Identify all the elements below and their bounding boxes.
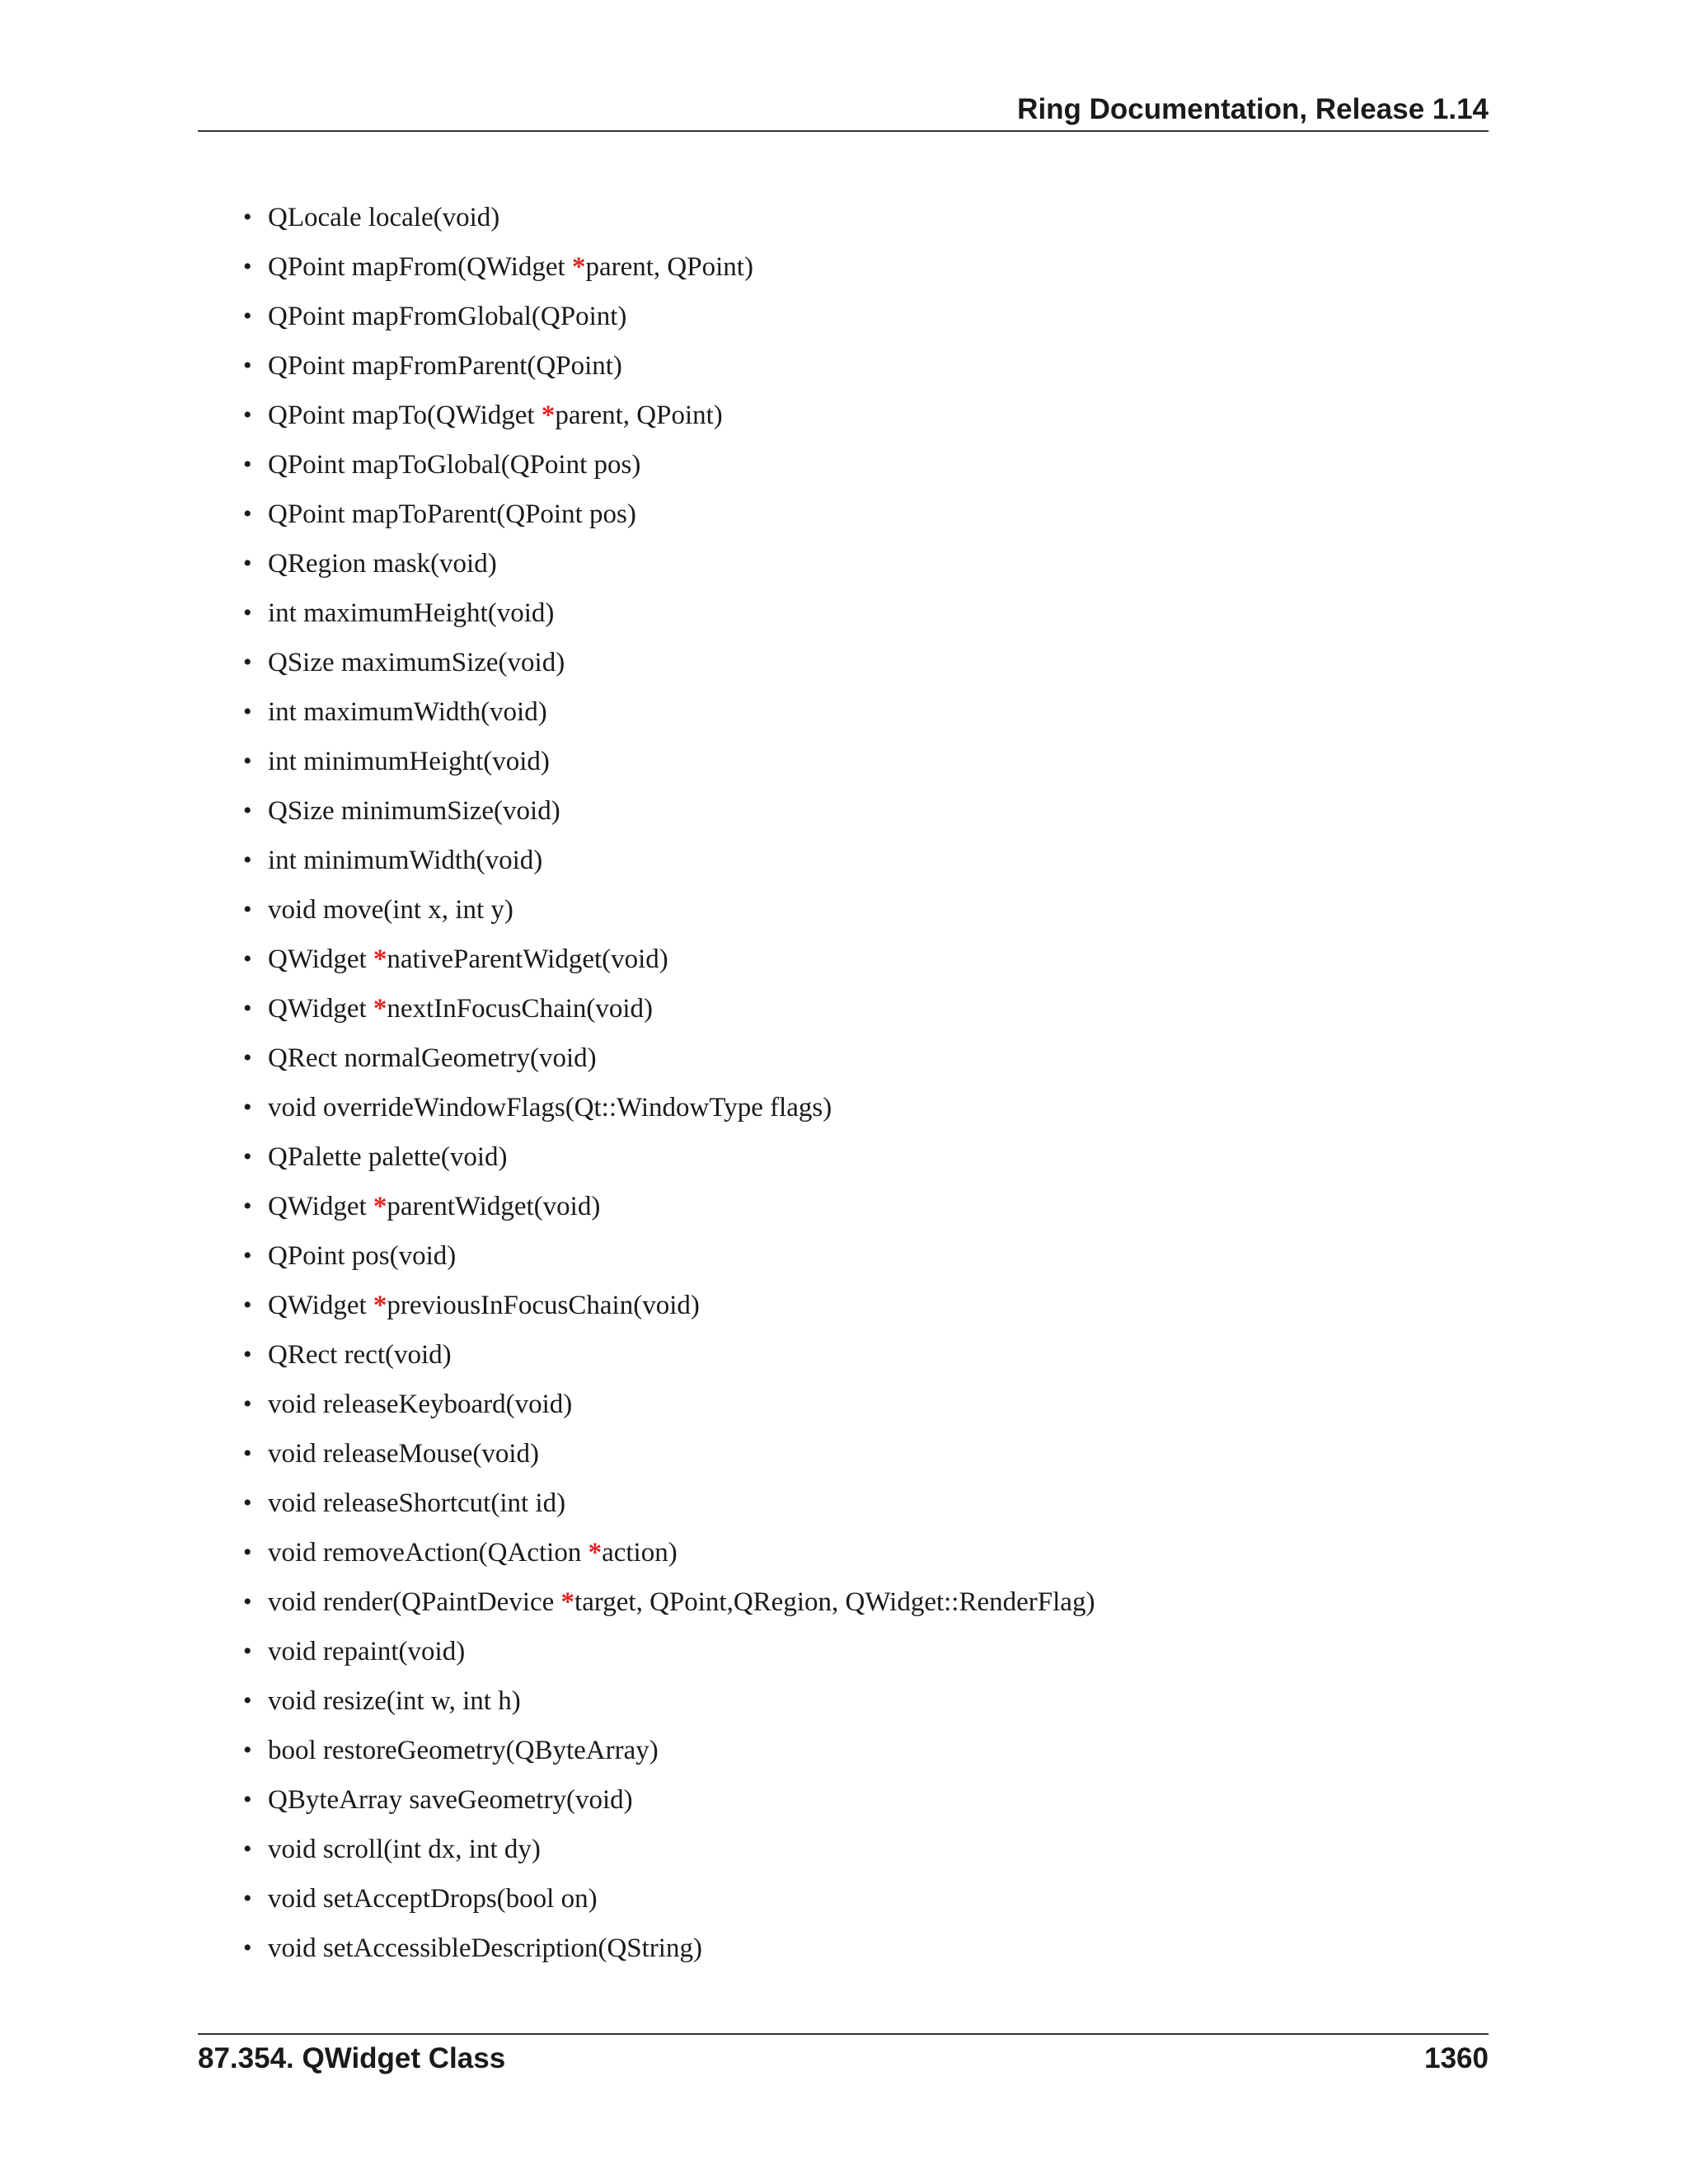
list-item	[243, 1137, 1095, 1187]
method-signature: QSize minimumSize(void)	[268, 796, 560, 826]
bullet-icon: •	[243, 550, 252, 577]
bullet-icon: •	[243, 500, 252, 527]
list-item	[243, 593, 1095, 643]
bullet-icon: •	[243, 302, 252, 330]
list-item	[243, 346, 1095, 396]
method-signature: bool restoreGeometry(QByteArray)	[268, 1736, 659, 1765]
bullet-icon: •	[243, 1440, 252, 1467]
method-signature-rest: previousInFocusChain(void)	[387, 1291, 700, 1320]
bullet-icon: •	[243, 352, 252, 379]
method-signature: void move(int x, int y)	[268, 895, 513, 925]
method-signature: int minimumHeight(void)	[268, 747, 550, 776]
bullet-icon: •	[243, 1193, 252, 1220]
bullet-icon: •	[243, 1687, 252, 1714]
list-item	[243, 791, 1095, 841]
pointer-asterisk: *	[571, 252, 586, 282]
pointer-asterisk: *	[373, 1291, 387, 1320]
method-signature: QPoint mapToParent(QPoint pos)	[268, 499, 636, 529]
list-item	[243, 198, 1095, 247]
bullet-icon: •	[243, 995, 252, 1022]
method-signature: QPoint mapFromGlobal(QPoint)	[268, 302, 627, 331]
method-signature: void resize(int w, int h)	[268, 1686, 521, 1716]
pointer-asterisk: *	[373, 944, 387, 974]
bullet-icon: •	[243, 1094, 252, 1121]
method-signature: void removeAction(QAction	[268, 1538, 588, 1568]
method-signature: void repaint(void)	[268, 1637, 466, 1666]
method-signature: QWidget	[268, 1192, 373, 1221]
method-signature: QWidget	[268, 1291, 373, 1320]
bullet-icon: •	[243, 1638, 252, 1665]
method-signature-rest: action)	[602, 1538, 678, 1568]
method-signature: QPoint mapTo(QWidget	[268, 401, 542, 430]
method-signature: void releaseKeyboard(void)	[268, 1390, 573, 1419]
method-signature: QLocale locale(void)	[268, 203, 500, 232]
method-signature: QRegion mask(void)	[268, 549, 497, 579]
bullet-icon: •	[243, 1143, 252, 1170]
method-signature: QPoint mapToGlobal(QPoint pos)	[268, 450, 641, 480]
method-signature: void setAcceptDrops(bool on)	[268, 1884, 598, 1914]
method-signature-rest: nativeParentWidget(void)	[387, 944, 668, 974]
method-signature: QPoint pos(void)	[268, 1241, 457, 1271]
method-signature: void releaseMouse(void)	[268, 1439, 539, 1469]
list-item	[243, 1483, 1095, 1533]
method-signature: QPoint mapFromParent(QPoint)	[268, 351, 622, 381]
method-signature: void scroll(int dx, int dy)	[268, 1835, 541, 1864]
method-signature-rest: parent, QPoint)	[585, 252, 753, 282]
bullet-icon: •	[243, 1341, 252, 1368]
method-signature: QRect rect(void)	[268, 1340, 452, 1370]
list-item	[243, 1236, 1095, 1286]
list-item	[243, 1187, 1095, 1236]
pointer-asterisk: *	[373, 994, 387, 1024]
bullet-icon: •	[243, 1242, 252, 1269]
list-item	[243, 247, 1095, 297]
method-signature: QWidget	[268, 994, 373, 1024]
list-item	[243, 396, 1095, 445]
method-signature: QWidget	[268, 944, 373, 974]
bullet-icon: •	[243, 253, 252, 280]
bullet-icon: •	[243, 1044, 252, 1071]
method-signature: int minimumWidth(void)	[268, 846, 543, 875]
list-item	[243, 1830, 1095, 1879]
list-item	[243, 1582, 1095, 1632]
bullet-icon: •	[243, 1885, 252, 1912]
page-header	[198, 92, 1489, 132]
bullet-icon: •	[243, 649, 252, 676]
method-list	[243, 198, 1095, 1978]
bullet-icon: •	[243, 945, 252, 972]
pointer-asterisk: *	[373, 1192, 387, 1221]
list-item	[243, 1286, 1095, 1335]
list-item	[243, 1929, 1095, 1978]
bullet-icon: •	[243, 1934, 252, 1961]
bullet-icon: •	[243, 1835, 252, 1863]
method-signature-rest: parent, QPoint)	[555, 401, 723, 430]
bullet-icon: •	[243, 846, 252, 874]
method-signature-rest: parentWidget(void)	[387, 1192, 601, 1221]
list-item	[243, 1038, 1095, 1088]
list-item	[243, 1385, 1095, 1434]
list-item	[243, 1434, 1095, 1483]
list-item	[243, 742, 1095, 791]
bullet-icon: •	[243, 1736, 252, 1764]
method-signature: QPalette palette(void)	[268, 1142, 508, 1172]
bullet-icon: •	[243, 451, 252, 478]
list-item	[243, 1088, 1095, 1137]
bullet-icon: •	[243, 204, 252, 231]
bullet-icon: •	[243, 1291, 252, 1319]
list-item	[243, 297, 1095, 346]
bullet-icon: •	[243, 797, 252, 824]
list-item	[243, 1780, 1095, 1830]
bullet-icon: •	[243, 1588, 252, 1615]
bullet-icon: •	[243, 1539, 252, 1566]
list-item	[243, 1533, 1095, 1582]
method-signature: int maximumHeight(void)	[268, 598, 555, 628]
method-signature: QByteArray saveGeometry(void)	[268, 1785, 633, 1815]
method-signature: QPoint mapFrom(QWidget	[268, 252, 572, 282]
pointer-asterisk: *	[560, 1587, 575, 1617]
bullet-icon: •	[243, 698, 252, 725]
bullet-icon: •	[243, 599, 252, 626]
page-number: 1360	[1424, 2042, 1489, 2074]
bullet-icon: •	[243, 1489, 252, 1516]
list-item	[243, 940, 1095, 989]
method-signature: int maximumWidth(void)	[268, 697, 547, 727]
list-item	[243, 643, 1095, 692]
list-item	[243, 989, 1095, 1038]
bullet-icon: •	[243, 1786, 252, 1813]
method-signature: void render(QPaintDevice	[268, 1587, 561, 1617]
list-item	[243, 1879, 1095, 1929]
method-signature: QSize maximumSize(void)	[268, 648, 565, 677]
pointer-asterisk: *	[588, 1538, 603, 1568]
list-item	[243, 1632, 1095, 1681]
section-title: 87.354. QWidget Class	[198, 2042, 506, 2074]
bullet-icon: •	[243, 896, 252, 923]
list-item	[243, 544, 1095, 593]
list-item	[243, 692, 1095, 742]
list-item	[243, 445, 1095, 494]
method-signature: void overrideWindowFlags(Qt::WindowType flags)	[268, 1093, 832, 1122]
list-item	[243, 494, 1095, 544]
list-item	[243, 1335, 1095, 1385]
list-item	[243, 890, 1095, 940]
pointer-asterisk: *	[541, 401, 556, 430]
list-item	[243, 1731, 1095, 1780]
method-signature: void releaseShortcut(int id)	[268, 1488, 566, 1518]
method-signature: QRect normalGeometry(void)	[268, 1043, 597, 1073]
bullet-icon: •	[243, 401, 252, 429]
document-title: Ring Documentation, Release 1.14	[1017, 93, 1489, 125]
bullet-icon: •	[243, 1390, 252, 1418]
list-item	[243, 841, 1095, 890]
bullet-icon: •	[243, 748, 252, 775]
list-item	[243, 1681, 1095, 1731]
method-signature-rest: target, QPoint,QRegion, QWidget::RenderFlag)	[574, 1587, 1095, 1617]
method-signature: void setAccessibleDescription(QString)	[268, 1933, 702, 1963]
method-signature-rest: nextInFocusChain(void)	[387, 994, 654, 1024]
page-footer	[198, 2033, 1489, 2083]
